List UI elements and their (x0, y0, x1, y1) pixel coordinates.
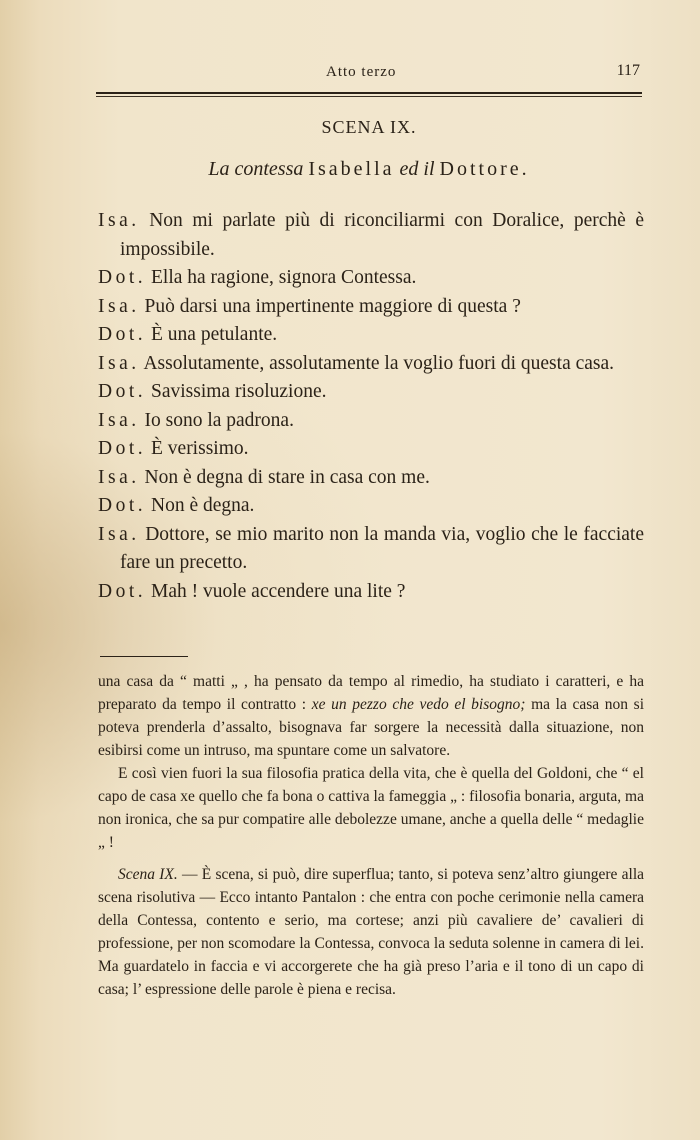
dialogue-line (98, 378, 644, 407)
dialogue-line (98, 407, 644, 436)
speaker-name: Dot. (98, 324, 147, 345)
scene-heading: SCENA IX. (321, 117, 417, 137)
speaker-name: Dot. (98, 381, 147, 402)
dialogue-text: Savissima risoluzione. (151, 381, 327, 402)
dialogue-text: È verissimo. (151, 438, 249, 459)
dialogue-text: Mah ! vuole accendere una lite ? (151, 580, 406, 602)
speaker-name: Dot. (98, 438, 147, 459)
scene-characters (96, 158, 642, 181)
running-title: Atto terzo (326, 64, 397, 80)
dialogue-line (98, 435, 644, 464)
dialogue-line (98, 464, 644, 493)
characters-part-3: ed il (399, 158, 435, 180)
page-number: 117 (616, 62, 640, 79)
dialogue-line (98, 578, 644, 607)
dialogue-line (98, 521, 644, 578)
speaker-name: Dot. (98, 580, 147, 602)
page-header (96, 60, 642, 90)
commentary-notes (98, 670, 644, 1001)
dialogue-line (98, 293, 644, 322)
speaker-name: Isa. (98, 352, 140, 374)
dialogue-text: Assolutamente, assolutamente la voglio fuori di questa casa. (143, 352, 615, 374)
characters-part-2: Isabella (308, 158, 395, 180)
note-text: una casa da “ matti „ , ha pensato da tempo al rimedio, ha studiato i caratteri, e ha preparato da tempo il contratto : (98, 673, 644, 713)
note-paragraph-3 (98, 863, 644, 1001)
note-paragraph-2: E così vien fuori la sua filosofia pratica della vita, che è quella del Goldoni, che “ el capo de casa xe quello che fa bona o cattiva la fameggia „ : filosofia bonaria, arguta, ma non ironica, che sa pur compatire alle debolezze umane, anche a quella delle “ medaglie „ ! (98, 765, 644, 851)
header-rule (96, 92, 642, 94)
note-text: — È scena, si può, dire superflua; tanto, si poteva senz’altro giungere alla scena risolutiva — Ecco intanto Pantalon : che entra con poche cerimonie nella camera della Contessa, contento e serio, ma cortese; anzi più cavaliere de’ cavalieri di professione, per non scomodare la Contessa, convoca la seduta solenne in camera di lei. Ma guardatelo in faccia e vi accorgerete che ha già preso l’aria e il tono di un capo di casa; l’ espressione delle parole è piena e recisa. (98, 866, 645, 998)
note-paragraph-1 (98, 670, 644, 762)
speaker-name: Isa. (98, 295, 140, 317)
characters-part-4: Dottore. (439, 158, 530, 180)
speaker-name: Isa. (98, 409, 140, 431)
header-rule-thin (96, 96, 642, 97)
speaker-name: Isa. (98, 210, 140, 231)
note-quote: xe un pezzo che vedo el bisogno; (311, 696, 526, 713)
speaker-name: Isa. (98, 466, 140, 488)
dialogue-text: Dottore, se mio marito non la manda via, voglio che le facciate fare un precetto. (120, 523, 644, 573)
dialogue-text: Può darsi una impertinente maggiore di questa ? (144, 295, 521, 317)
dialogue-text: Non è degna. (151, 495, 255, 516)
dialogue-line (98, 321, 644, 350)
dialogue-text: Non è degna di stare in casa con me. (144, 466, 430, 488)
dialogue-line (98, 350, 644, 379)
note-scene-ref: Scena IX. (118, 866, 178, 883)
dialogue (98, 207, 644, 606)
dialogue-line (98, 207, 644, 264)
dialogue-line (98, 492, 644, 521)
dialogue-text: Io sono la padrona. (144, 409, 294, 431)
speaker-name: Dot. (98, 267, 147, 288)
speaker-name: Isa. (98, 523, 140, 545)
footnote-separator (100, 656, 188, 657)
dialogue-text: È una petulante. (151, 324, 278, 345)
note-text: ma la casa non si poteva prenderla d’assalto, bisognava far sorgere la necessità dalla situazione, non esibirsi come un intruso, ma spuntare come un salvatore. (98, 696, 644, 759)
dialogue-text: Ella ha ragione, signora Contessa. (151, 267, 417, 288)
dialogue-line (98, 264, 644, 293)
speaker-name: Dot. (98, 495, 147, 516)
dialogue-text: Non mi parlate più di riconciliarmi con Doralice, perchè è impossibile. (120, 210, 644, 260)
characters-part-1: La contessa (208, 158, 304, 180)
